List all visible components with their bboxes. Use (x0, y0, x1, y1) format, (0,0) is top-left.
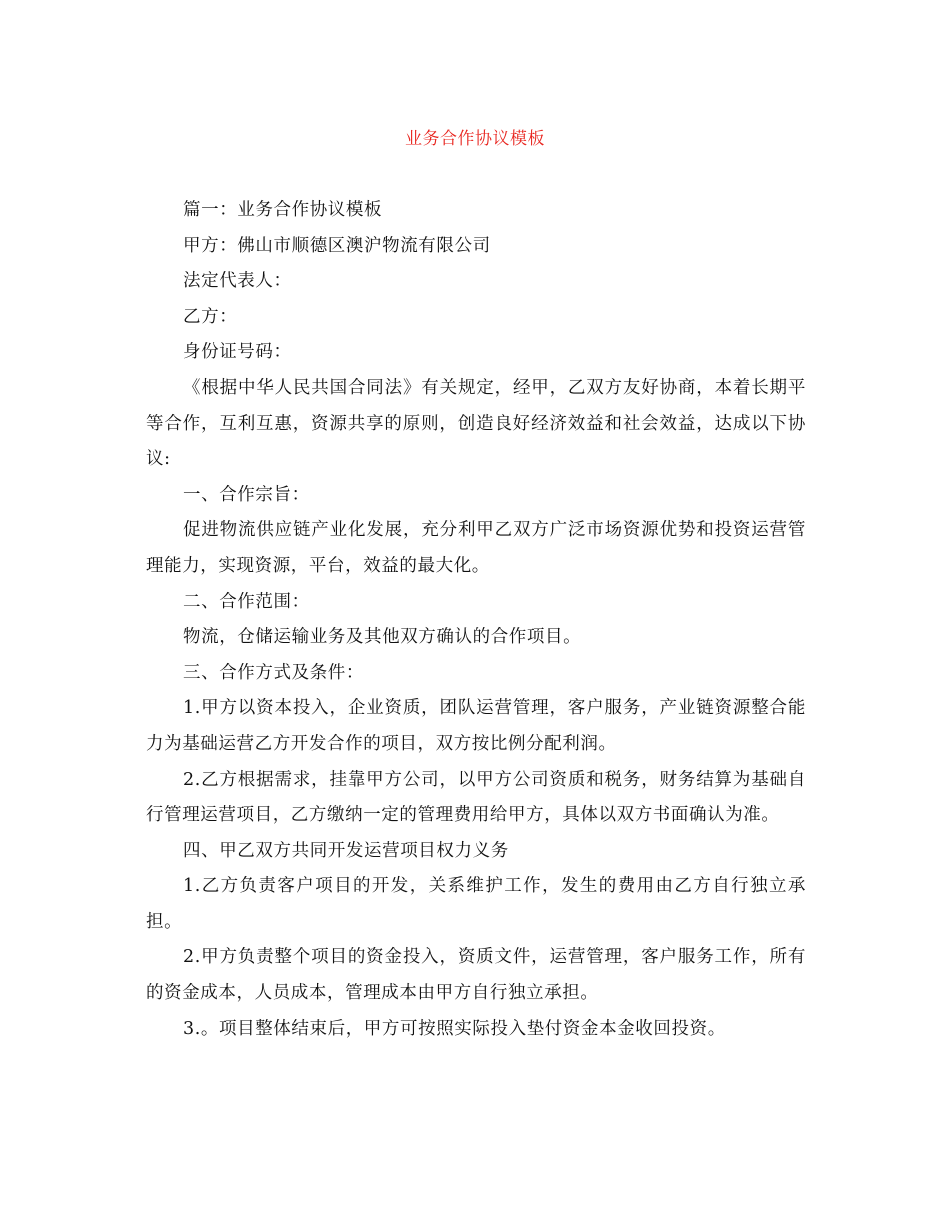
rights-clause-1: 1.乙方负责客户项目的开发，关系维护工作，发生的费用由乙方自行独立承担。 (146, 876, 806, 932)
preamble-paragraph: 《根据中华人民共国合同法》有关规定，经甲，乙双方友好协商，本着长期平等合作，互利互惠，资源共享的原则，创造良好经济效益和社会效益，达成以下协议: (146, 377, 806, 470)
section-heading-scope: 二、合作范围： (183, 591, 310, 612)
document-title: 业务合作协议模板 (405, 129, 545, 149)
method-clause-1: 1.甲方以资本投入，企业资质，团队运营管理，客户服务，产业链资源整合能力为基础运营乙方开发合作的项目，双方按比例分配利润。 (146, 698, 806, 754)
section-heading-rights: 四、甲乙双方共同开发运营项目权力义务 (183, 840, 509, 861)
purpose-paragraph: 促进物流供应链产业化发展，充分利甲乙双方广泛市场资源优势和投资运营管理能力，实现资源，平台，效益的最大化。 (146, 520, 806, 576)
scope-paragraph: 物流，仓储运输业务及其他双方确认的合作项目。 (183, 627, 582, 648)
method-clause-2: 2.乙方根据需求，挂靠甲方公司，以甲方公司资质和税务，财务结算为基础自行管理运营项目，乙方缴纳一定的管理费用给甲方，具体以双方书面确认为准。 (146, 769, 806, 826)
rights-clause-3: 3.。项目整体结束后，甲方可按照实际投入垫付资金本金收回投资。 (183, 1018, 726, 1039)
section-heading-purpose: 一、合作宗旨： (183, 484, 310, 505)
party-a-line: 甲方：佛山市顺德区澳沪物流有限公司 (183, 235, 491, 256)
party-b-line: 乙方： (183, 306, 238, 327)
section-heading-method: 三、合作方式及条件： (183, 662, 364, 683)
id-number-line: 身份证号码： (183, 342, 292, 363)
document-body (146, 193, 806, 1047)
rights-clause-2: 2.甲方负责整个项目的资金投入，资质文件，运营管理，客户服务工作，所有的资金成本，人员成本，管理成本由甲方自行独立承担。 (146, 947, 806, 1004)
section-heading-part-one: 篇一：业务合作协议模板 (183, 200, 383, 220)
legal-representative-line: 法定代表人： (183, 271, 292, 292)
